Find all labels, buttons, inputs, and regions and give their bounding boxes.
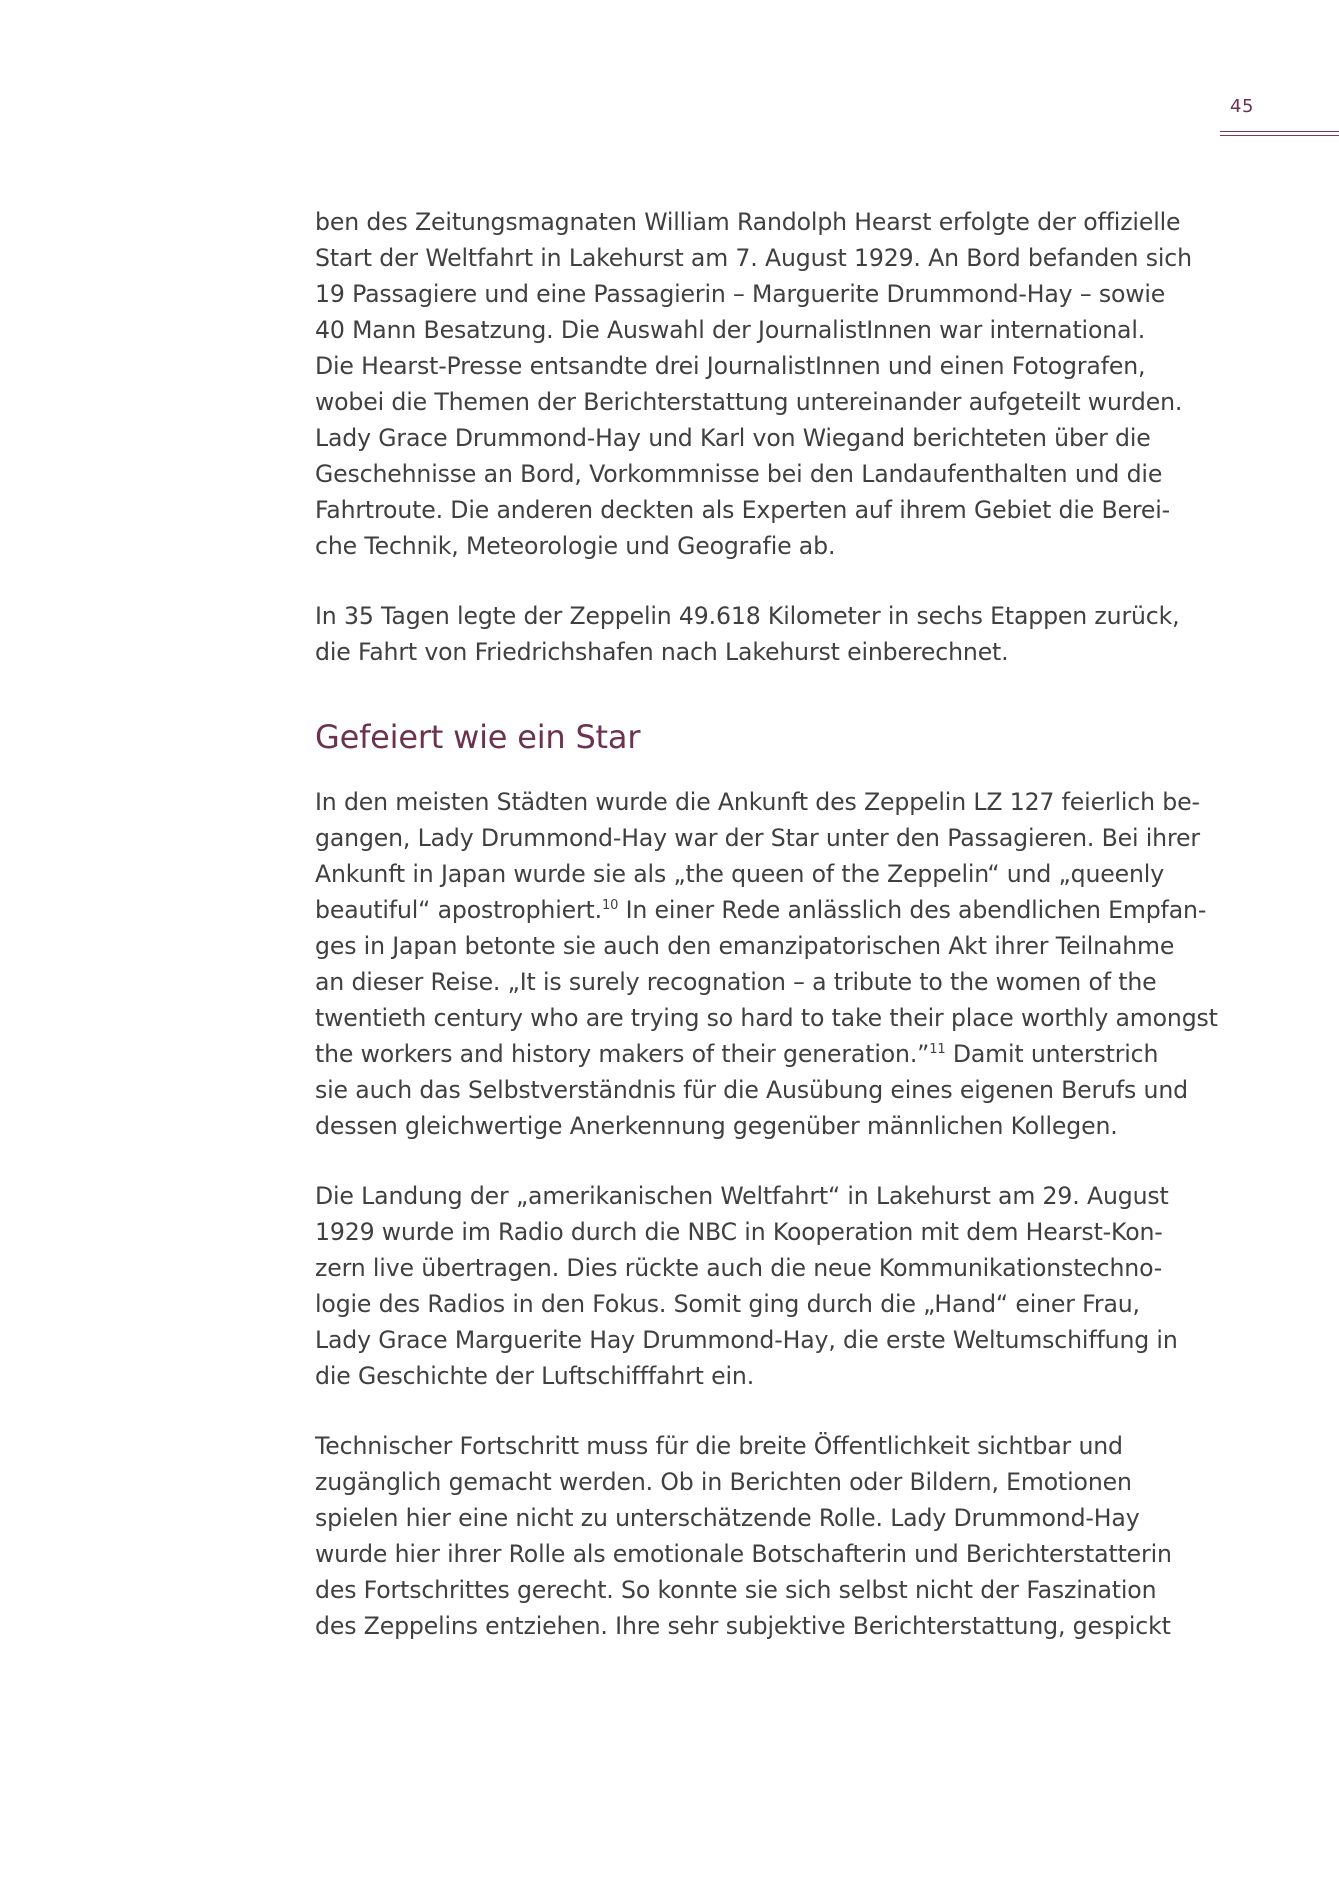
paragraph-5 (315, 1428, 1215, 1644)
line-text: the workers and history makers of their generation.” (315, 1040, 930, 1068)
text-line: Die Hearst-Presse entsandte drei JournalistInnen und einen Fotografen, (315, 352, 1146, 380)
text-line: die Geschichte der Luftschifffahrt ein. (315, 1362, 755, 1390)
text-line: gangen, Lady Drummond-Hay war der Star unter den Passagieren. Bei ihrer (315, 824, 1200, 852)
text-line: Start der Weltfahrt in Lakehurst am 7. August 1929. An Bord befanden sich (315, 244, 1192, 272)
text-line: wurde hier ihrer Rolle als emotionale Botschafterin und Berichterstatterin (315, 1540, 1172, 1568)
text-line-footnote-10 (315, 892, 1215, 928)
text-line: 1929 wurde im Radio durch die NBC in Kooperation mit dem Hearst-Kon- (315, 1218, 1163, 1246)
text-line: 19 Passagiere und eine Passagierin – Marguerite Drummond-Hay – sowie (315, 280, 1166, 308)
text-line: 40 Mann Besatzung. Die Auswahl der JournalistInnen war international. (315, 316, 1146, 344)
text-line: Geschehnisse an Bord, Vorkommnisse bei den Landaufenthalten und die (315, 460, 1163, 488)
paragraph-1 (315, 204, 1215, 564)
text-line: an dieser Reise. „It is surely recognation – a tribute to the women of the (315, 968, 1157, 996)
text-line: logie des Radios in den Fokus. Somit ging durch die „Hand“ einer Frau, (315, 1290, 1140, 1318)
text-line: Technischer Fortschritt muss für die breite Öffentlichkeit sichtbar und (315, 1432, 1123, 1460)
text-line: In 35 Tagen legte der Zeppelin 49.618 Kilometer in sechs Etappen zurück, (315, 602, 1180, 630)
line-text: In einer Rede anlässlich des abendlichen Empfan- (618, 896, 1207, 924)
section-heading: Gefeiert wie ein Star (315, 718, 641, 756)
text-line: che Technik, Meteorologie und Geografie ab. (315, 532, 836, 560)
page-number: 45 (1230, 96, 1254, 117)
footnote-ref-11: 11 (929, 1042, 946, 1057)
text-line: Fahrtroute. Die anderen deckten als Experten auf ihrem Gebiet die Berei- (315, 496, 1171, 524)
header-rule-top (1220, 131, 1339, 132)
text-line: des Fortschrittes gerecht. So konnte sie sich selbst nicht der Faszination (315, 1576, 1157, 1604)
paragraph-4 (315, 1178, 1215, 1394)
text-line: dessen gleichwertige Anerkennung gegenüber männlichen Kollegen. (315, 1112, 1118, 1140)
text-line: zern live übertragen. Dies rückte auch die neue Kommunikationstechno- (315, 1254, 1163, 1282)
text-line: Lady Grace Marguerite Hay Drummond-Hay, die erste Weltumschiffung in (315, 1326, 1178, 1354)
text-line: ges in Japan betonte sie auch den emanzipatorischen Akt ihrer Teilnahme (315, 932, 1175, 960)
text-line-footnote-11 (315, 1036, 1215, 1072)
paragraph-2 (315, 598, 1215, 670)
line-text: Damit unterstrich (945, 1040, 1159, 1068)
text-line: des Zeppelins entziehen. Ihre sehr subjektive Berichterstattung, gespickt (315, 1612, 1171, 1640)
text-line: spielen hier eine nicht zu unterschätzende Rolle. Lady Drummond-Hay (315, 1504, 1140, 1532)
line-text: beautiful“ apostrophiert. (315, 896, 602, 924)
footnote-ref-10: 10 (601, 898, 619, 913)
paragraph-3 (315, 784, 1218, 1144)
text-line: In den meisten Städten wurde die Ankunft des Zeppelin LZ 127 feierlich be- (315, 788, 1200, 816)
text-line: die Fahrt von Friedrichshafen nach Lakehurst einberechnet. (315, 638, 1009, 666)
text-line: ben des Zeitungsmagnaten William Randolph Hearst erfolgte der offizielle (315, 208, 1181, 236)
text-line: Die Landung der „amerikanischen Weltfahrt“ in Lakehurst am 29. August (315, 1182, 1169, 1210)
body-text (315, 204, 1218, 1644)
text-line: Lady Grace Drummond-Hay und Karl von Wiegand berichteten über die (315, 424, 1151, 452)
text-line: Ankunft in Japan wurde sie als „the queen of the Zeppelin“ und „queenly (315, 860, 1165, 888)
text-line: sie auch das Selbstverständnis für die Ausübung eines eigenen Berufs und (315, 1076, 1188, 1104)
text-line: twentieth century who are trying so hard to take their place worthly amongst (315, 1004, 1218, 1032)
header-rule-bottom (1220, 135, 1339, 136)
text-line: wobei die Themen der Berichterstattung untereinander aufgeteilt wurden. (315, 388, 1183, 416)
text-line: zugänglich gemacht werden. Ob in Berichten oder Bildern, Emotionen (315, 1468, 1132, 1496)
